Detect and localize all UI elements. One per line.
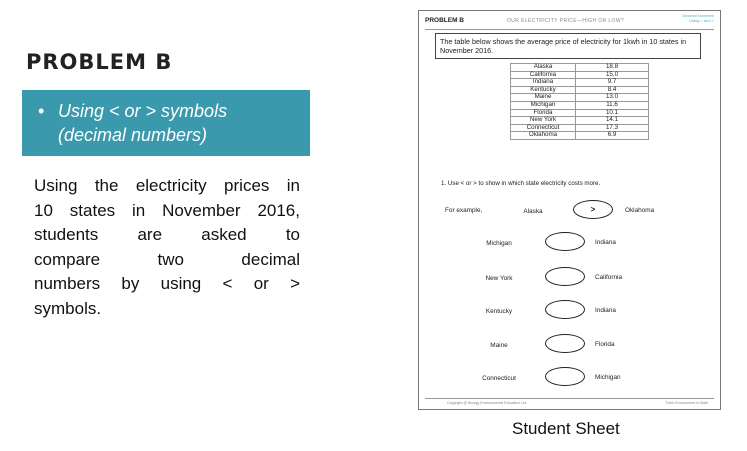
table-row — [511, 101, 649, 109]
answer-oval[interactable] — [545, 232, 585, 251]
price-cell: 15.0 — [576, 71, 649, 79]
state-cell: Michigan — [511, 101, 576, 109]
comparison-left-state: Maine — [490, 342, 508, 349]
price-cell: 10.1 — [576, 109, 649, 117]
price-cell: 13.0 — [576, 94, 649, 102]
answer-oval[interactable] — [545, 267, 585, 286]
state-cell: Oklahoma — [511, 132, 576, 140]
bullet-line-2: (decimal numbers) — [58, 125, 208, 145]
corner-line-1: Decimal Numbers — [682, 13, 714, 18]
table-row — [511, 71, 649, 79]
sheet-footer-copyright: Copyright @ Bluegg Environmental Education Ltd. — [447, 401, 528, 405]
table-row — [511, 86, 649, 94]
comparison-row — [419, 232, 722, 256]
price-cell: 18.8 — [576, 64, 649, 72]
state-cell: Alaska — [511, 64, 576, 72]
comparison-row — [419, 267, 722, 291]
description-line: numbers by using < or > — [34, 274, 300, 293]
sheet-footer — [425, 398, 714, 407]
description-line: symbols. — [34, 298, 102, 318]
sheet-question: 1. Use < or > to show in which state electricity costs more. — [441, 180, 601, 187]
sheet-caption: Student Sheet — [512, 419, 620, 438]
student-sheet — [418, 10, 721, 410]
example-row — [419, 200, 722, 224]
price-cell: 6.9 — [576, 132, 649, 140]
sheet-header — [425, 15, 714, 30]
sheet-problem-label: PROBLEM B — [425, 17, 464, 24]
topic-bullet-box — [22, 90, 310, 156]
state-cell: Connecticut — [511, 124, 576, 132]
state-cell: Indiana — [511, 79, 576, 87]
bullet-line-1: Using < or > symbols — [58, 101, 228, 121]
example-answer-oval: > — [573, 200, 613, 219]
comparison-right-state: California — [595, 274, 622, 281]
description-line: students are asked to — [34, 225, 300, 244]
comparison-row — [419, 334, 722, 358]
description-line: compare two decimal — [34, 249, 300, 269]
corner-line-2: Using < and > — [689, 18, 714, 23]
price-cell: 11.6 — [576, 101, 649, 109]
table-row — [511, 132, 649, 140]
price-cell: 17.3 — [576, 124, 649, 132]
example-right-state: Oklahoma — [625, 207, 655, 214]
bullet-dot: • — [38, 101, 45, 121]
price-cell: 9.7 — [576, 79, 649, 87]
state-cell: Kentucky — [511, 86, 576, 94]
comparison-left-state: Connecticut — [482, 375, 516, 382]
table-row — [511, 64, 649, 72]
sheet-corner-label — [682, 13, 714, 23]
description-line: 10 states in November 2016, — [34, 200, 300, 220]
answer-oval[interactable] — [545, 334, 585, 353]
answer-oval[interactable] — [545, 300, 585, 319]
state-cell: New York — [511, 117, 576, 125]
problem-title: PROBLEM B — [26, 50, 173, 74]
comparison-right-state: Michigan — [595, 374, 621, 381]
comparison-row — [419, 367, 722, 391]
comparison-right-state: Indiana — [595, 307, 616, 314]
answer-oval[interactable] — [545, 367, 585, 386]
comparison-right-state: Indiana — [595, 239, 616, 246]
sheet-header-title: OUR ELECTRICITY PRICE—HIGH OR LOW? — [507, 18, 625, 24]
sheet-intro: The table below shows the average price of electricity for 1kwh in 10 states in November 2016. — [435, 33, 701, 59]
sheet-footer-tagline: Think Environment in Math — [665, 401, 708, 405]
price-cell: 8.4 — [576, 86, 649, 94]
comparison-left-state: Michigan — [486, 240, 512, 247]
state-cell: California — [511, 71, 576, 79]
problem-description — [34, 174, 300, 321]
example-left-state: Alaska — [523, 208, 543, 215]
comparison-left-state: New York — [485, 275, 513, 282]
state-cell: Florida — [511, 109, 576, 117]
example-label: For example, — [445, 207, 483, 214]
comparison-left-state: Kentucky — [485, 308, 513, 315]
comparison-right-state: Florida — [595, 341, 615, 348]
state-cell: Maine — [511, 94, 576, 102]
electricity-price-table — [510, 63, 649, 140]
comparison-row — [419, 300, 722, 324]
price-cell: 14.1 — [576, 117, 649, 125]
description-line: Using the electricity prices in — [34, 176, 300, 195]
